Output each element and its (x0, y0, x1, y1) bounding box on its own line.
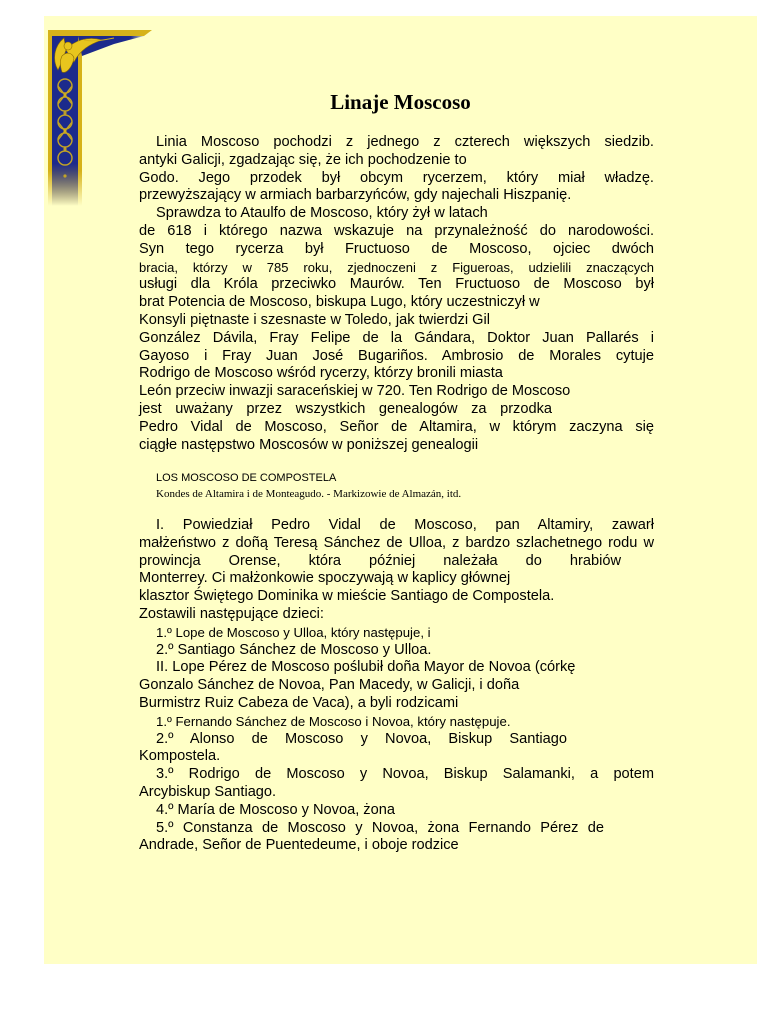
text-line: Konsyli piętnaste i szesnaste w Toledo, jak twierdzi Gil (139, 311, 490, 328)
text-line: Syn tego rycerza był Fructuoso de Moscoso, ojciec dwóch (139, 240, 654, 257)
section-heading-compostela: LOS MOSCOSO DE COMPOSTELA (156, 472, 337, 484)
text-line: antyki Galicji, zgadzając się, że ich pochodzenie to (139, 151, 467, 168)
text-line: klasztor Świętego Dominika w mieście Santiago de Compostela. (139, 588, 555, 605)
text-line: ciągłe następstwo Moscosów w poniższej genealogii (139, 436, 479, 453)
text-line: Burmistrz Ruiz Cabeza de Vaca), a byli rodzicami (139, 694, 459, 711)
body-paragraph-genealogy (139, 517, 654, 855)
text-line: de 618 i którego nazwa wskazuje na przynależność do narodowości. (139, 222, 654, 239)
text-line: Godo. Jego przodek był obcym rycerzem, który miał władzę. (139, 169, 654, 186)
text-line: usługi dla Króla przeciwko Maurów. Ten Fructuoso de Moscoso był (139, 276, 654, 293)
text-line: prowincja Orense, która później należała do hrabiów (139, 552, 621, 569)
text-line: Arcybiskup Santiago. (139, 783, 277, 800)
text-line: Gayoso i Fray Juan José Bugariños. Ambrosio de Morales cytuje (139, 347, 654, 364)
text-line: II. Lope Pérez de Moscoso poślubił doña Mayor de Novoa (córkę (156, 659, 576, 676)
text-line: I. Powiedział Pedro Vidal de Moscoso, pan Altamiry, zawarł (156, 517, 654, 533)
text-line: Pedro Vidal de Moscoso, Señor de Altamira, w którym zaczyna się (139, 418, 654, 435)
text-line: brat Potencia de Moscoso, biskupa Lugo, który uczestniczył w (139, 294, 540, 311)
text-line: Monterrey. Ci małżonkowie spoczywają w kaplicy głównej (139, 570, 511, 587)
text-line: bracia, którzy w 785 roku, zjednoczeni z Figueroas, udzielili znaczących (139, 259, 654, 275)
page-title: Linaje Moscoso (330, 90, 471, 114)
text-line: León przeciw inwazji saraceńskiej w 720. Ten Rodrigo de Moscoso (139, 383, 571, 400)
text-line: 1.º Fernando Sánchez de Moscoso i Novoa, który następuje. (156, 713, 511, 729)
text-line: Andrade, Señor de Puentedeume, i oboje rodzice (139, 837, 459, 854)
text-line: Linia Moscoso pochodzi z jednego z czterech większych siedzib. (156, 134, 654, 150)
text-line: przewyższający w armiach barbarzyńców, gdy najechali Hiszpanię. (139, 187, 572, 204)
document-page (44, 16, 757, 964)
text-line: Kompostela. (139, 748, 221, 765)
text-line: Zostawili następujące dzieci: (139, 605, 324, 622)
text-line: Sprawdza to Ataulfo de Moscoso, który żył w latach (156, 205, 488, 222)
text-line: 1.º Lope de Moscoso y Ulloa, który następuje, i (156, 624, 431, 640)
text-line: jest uważany przez wszystkich genealogów za przodka (139, 400, 552, 417)
text-line: 4.º María de Moscoso y Novoa, żona (156, 801, 395, 818)
text-line: Rodrigo de Moscoso wśród rycerzy, którzy bronili miasta (139, 365, 503, 382)
text-line: 3.º Rodrigo de Moscoso y Novoa, Biskup Salamanki, a potem (156, 766, 654, 783)
text-line: Gonzalo Sánchez de Novoa, Pan Macedy, w Galicji, i doña (139, 677, 520, 694)
text-line: 5.º Constanza de Moscoso y Novoa, żona Fernando Pérez de (156, 819, 604, 836)
text-line: González Dávila, Fray Felipe de la Gándara, Doktor Juan Pallarés i (139, 329, 654, 346)
text-line: 2.º Santiago Sánchez de Moscoso y Ulloa. (156, 641, 432, 658)
body-paragraph-intro (139, 134, 654, 454)
text-line: małżeństwo z doñą Teresą Sánchez de Ulloa, z bardzo szlachetnego rodu w (139, 534, 654, 551)
section-subheading-titles: Kondes de Altamira i de Monteagudo. - Markizowie de Almazán, itd. (156, 488, 462, 500)
text-line: 2.º Alonso de Moscoso y Novoa, Biskup Santiago (156, 730, 567, 747)
